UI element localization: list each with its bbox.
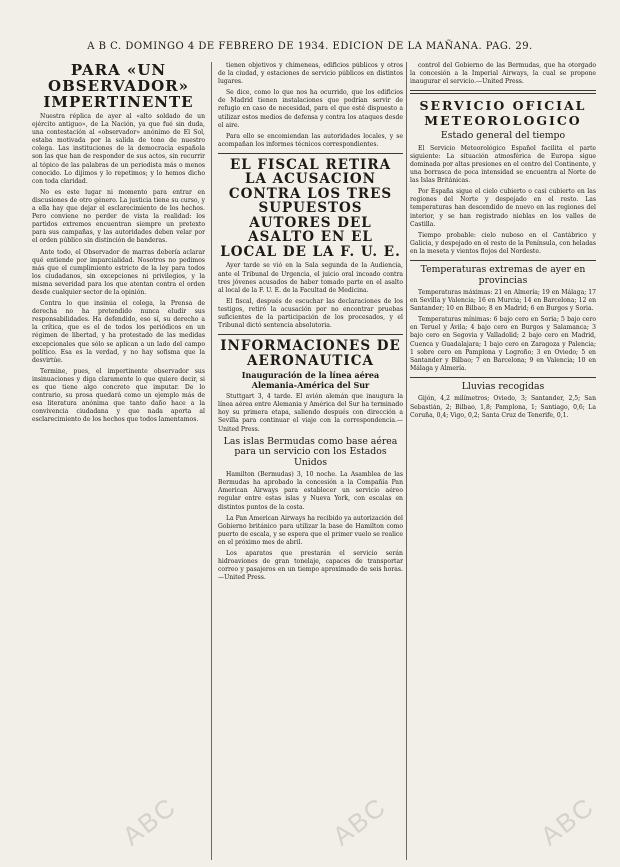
article-paragraph: Ayer tarde se vió en la Sala segunda de la Audiencia, ante el Tribunal de Urgencia, el juicio oral incoado contra tres jóvenes acusados de haber tomado parte en el asalto al local de la F. U. E. de la Facultad de Medicina. bbox=[218, 262, 403, 294]
article-paragraph: Gijón, 4,2 milímetros; Oviedo, 3; Santander, 2,5; San Sebastián, 2; Bilbao, 1,8; Pamplona, 1; Santiago, 0,6; La Coruña, 0,4; Vigo, 0,2; Santa Cruz de Tenerife, 0,1. bbox=[410, 395, 596, 419]
section-divider bbox=[218, 334, 403, 335]
section-divider bbox=[218, 153, 403, 154]
header-line: A B C. DOMINGO 4 DE FEBRERO DE 1934. EDICION DE LA MAÑANA. PAG. 29. bbox=[87, 41, 533, 52]
section-divider bbox=[410, 90, 596, 94]
section-divider bbox=[410, 260, 596, 261]
column-divider bbox=[406, 62, 407, 860]
archive-watermark: ABC bbox=[326, 790, 393, 852]
column-divider bbox=[211, 62, 212, 860]
article-subhead: Las islas Bermudas como base aérea para un servicio con los Estados Unidos bbox=[223, 435, 398, 468]
archive-watermark: ABC bbox=[534, 790, 601, 852]
article-paragraph: Para ello se encomiendan las autoridades locales, y se acompañan los informes técnicos correspondientes. bbox=[218, 132, 403, 148]
section-headline: INFORMACIONES DE AERONAUTICA bbox=[220, 338, 401, 369]
article-paragraph: La Pan American Airways ha recibido ya autorización del Gobierno británico para utilizar la base de Hamilton como puerto de escala, y se espera que el primer vuelo se realice en el próximo mes de abril. bbox=[218, 514, 403, 546]
article-subhead: Temperaturas extremas de ayer en provincias bbox=[420, 264, 586, 286]
article-paragraph: Temperaturas mínimas: 6 bajo cero en Soria; 5 bajo cero en Teruel y Ávila; 4 bajo cero en Burgos y Salamanca; 3 bajo cero en Segovia y Valladolid; 2 bajo cero en Madrid, Cuenca y Guadalajara; 1 bajo cero en Zaragoza y Palencia; 1 sobre cero en Pamplona y Logroño; 3 en Oviedo; 5 en Santander y Bilbao; 7 en Barcelona; 9 en Valencia; 10 en Málaga y Almería. bbox=[410, 316, 596, 372]
archive-watermark: ABC bbox=[116, 790, 183, 852]
article-paragraph: Nuestra réplica de ayer al «alto soldado de un ejército antiguo», de La Nación, ya que fué sin duda, una contestación al «observador» anónimo de El Sol, estaba motivada por la salida de tono de nuestro colega. Las instituciones de la democracia española son las que han de responder de sus actos, sin recurrir al tópico de las palabras de un periodista más o menos conocido. Lo dijimos y lo repetimos; y lo hemos dicho con toda claridad. bbox=[32, 113, 205, 185]
article-paragraph: No es este lugar ni momento para entrar en discusiones de otro género. La justicia tiene su curso, y a ella hay que dejar el esclarecimiento de los hechos. Pero conviene no perder de vista la realidad: los partidos extremos encuentran siempre un pretexto para sus campañas, y las autoridades deben velar por el orden público sin distinción de banderas. bbox=[32, 188, 205, 245]
column-middle bbox=[218, 62, 403, 862]
article-subhead: Estado general del tiempo bbox=[440, 130, 566, 142]
column-left bbox=[32, 62, 205, 862]
article-subhead: Lluvias recogidas bbox=[461, 380, 545, 392]
article-paragraph: Por España sigue el cielo cubierto o casi cubierto en las regiones del Norte y despejado en el resto. Las temperaturas han descendido de nuevo en las regiones del interior, y se han registrado nieblas en los valles de Castilla. bbox=[410, 188, 596, 228]
section-divider bbox=[410, 377, 596, 378]
article-paragraph: El fiscal, después de escuchar las declaraciones de los testigos, retiró la acusación por no encontrar pruebas suficientes de la participación de los procesados, y el Tribunal dictó sentencia absolutoria. bbox=[218, 297, 403, 330]
article-paragraph: control del Gobierno de las Bermudas, que ha otorgado la concesión a la Imperial Airways, la cual se propone inaugurar el servicio.—United Press. bbox=[410, 62, 596, 86]
article-headline: EL FISCAL RETIRA LA ACUSACION CONTRA LOS TRES SUPUESTOS AUTORES DEL ASALTO EN EL LOCAL DE LA F. U. E. bbox=[220, 156, 401, 260]
article-paragraph: Contra lo que insinúa el colega, la Prensa de derecha no ha pretendido nunca eludir sus responsabilidades. Ha defendido, eso sí, su derecho a la crítica, que es el de todos los periódicos en un régimen de libertad, y ha protestado de las medidas excepcionales que sólo se aplican a un lado del campo político. Esa es la verdad, y no hay sofisma que la desvirtúe. bbox=[32, 300, 205, 364]
article-paragraph: Tiempo probable: cielo nuboso en el Cantábrico y Galicia, y despejado en el resto de la Península, con heladas en la meseta y vientos flojos del Nordeste. bbox=[410, 231, 596, 255]
article-paragraph: Los aparatos que prestarán el servicio serán hidroaviones de gran tonelaje, capaces de transportar correo y pasajeros en un tiempo aproximado de seis horas.—United Press. bbox=[218, 550, 403, 582]
section-headline: SERVICIO OFICIAL METEOROLOGICO bbox=[419, 98, 587, 129]
article-paragraph: Stuttgart 3, 4 tarde. El avión alemán que inaugura la línea aérea entre Alemania y América del Sur ha terminado hoy su primera etapa, saliendo después con dirección a Sevilla para continuar el viaje con la correspondencia.—United Press. bbox=[218, 393, 403, 433]
article-paragraph: Ante todo, el Observador de marras debería aclarar qué entiende por imparcialidad. Nosotros no pedimos más que el cumplimiento estricto de la ley para todos los ciudadanos, sin excepciones ni privilegios, y la misma severidad para los que atentan contra el orden desde cualquier sector de la opinión. bbox=[32, 248, 205, 296]
article-subhead: Inauguración de la línea aérea Alemania-América del Sur bbox=[241, 370, 380, 390]
article-headline: PARA «UN OBSERVADOR» IMPERTINENTE bbox=[43, 62, 194, 111]
page-header bbox=[0, 0, 620, 58]
article-paragraph: tienen objetivos y chimeneas, edificios públicos y otros de la ciudad, y estaciones de servicio públicos en distintos lugares. bbox=[218, 62, 403, 86]
article-paragraph: Temperaturas máximas: 21 en Almería; 19 en Málaga; 17 en Sevilla y Valencia; 16 en Murcia; 14 en Barcelona; 12 en Santander; 10 en Bilbao; 8 en Madrid; 6 en Burgos y Soria. bbox=[410, 289, 596, 313]
article-paragraph: Hamilton (Bermudas) 3, 10 noche. La Asamblea de las Bermudas ha aprobado la concesión a la Compañía Pan American Airways para establecer un servicio aéreo regular entre estas islas y Nueva York, con escalas en distintos puntos de la costa. bbox=[218, 471, 403, 511]
column-right bbox=[410, 62, 596, 862]
article-paragraph: Se dice, como lo que nos ha ocurrido, que los edificios de Madrid tienen instalaciones que podrían servir de refugio en caso de necesidad, para el que esté dispuesto a utilizar estos medios de defensa y contra los ataques desde el aire. bbox=[218, 89, 403, 129]
article-paragraph: El Servicio Meteorológico Español facilita el parte siguiente: La situación atmosférica de Europa sigue dominada por altas presiones en el centro del Continente, y una borrasca de poca intensidad se encuentra al Norte de las Islas Británicas. bbox=[410, 144, 596, 185]
article-paragraph: Termine, pues, el impertinente observador sus insinuaciones y diga claramente lo que quiere decir, si es que tiene algo concreto que imputar. De lo contrario, su prosa quedará como un ejemplo más de esa literatura anónima que tanto daño hace a la convivencia ciudadana y que nada aporta al esclarecimiento de los hechos que todos lamentamos. bbox=[32, 367, 205, 424]
